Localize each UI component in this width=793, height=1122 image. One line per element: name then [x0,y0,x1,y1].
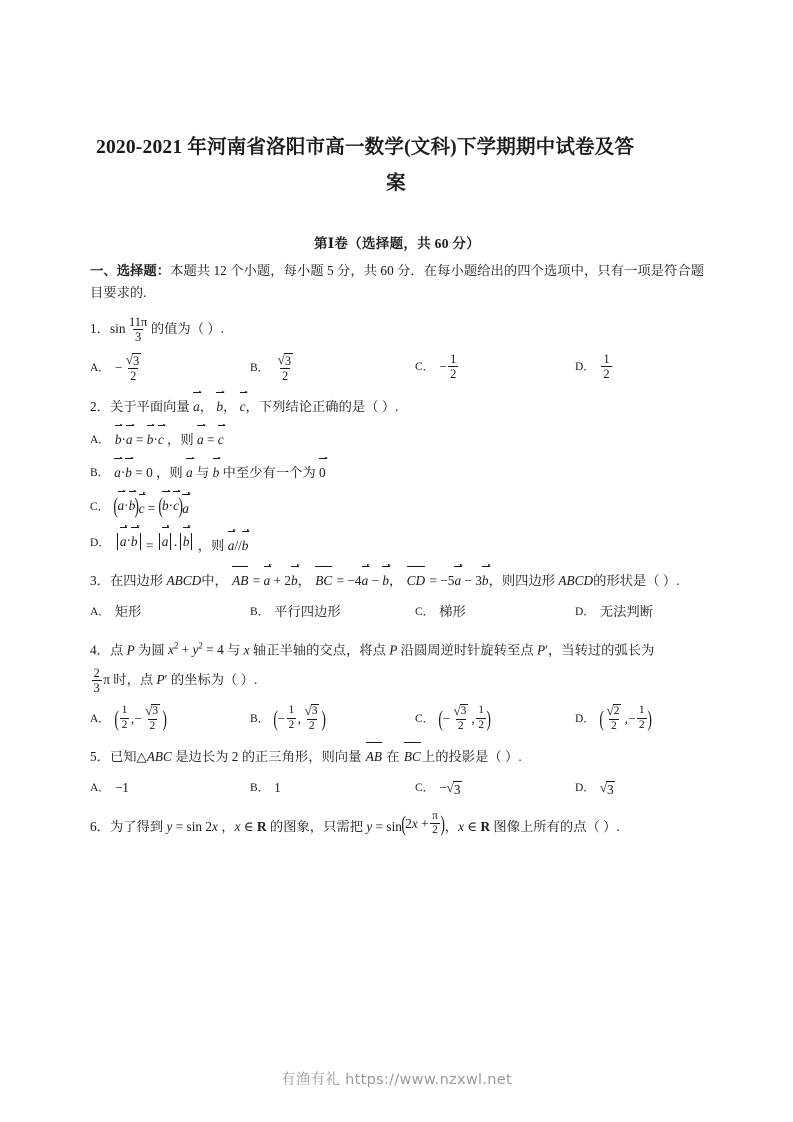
fraction-numerator: π [432,809,438,822]
option-5-d-expr: √ 3 [599,780,614,798]
option-1-d[interactable] [575,353,613,381]
fraction-numerator: 11π [128,314,148,329]
question-3-stem-p2: 中， [201,572,228,588]
fraction-denominator: 2 [149,720,156,733]
option-5-a-text: −1 [114,780,129,796]
question-2-stem-p4: ，下列结论正确的是（ ）. [245,399,399,414]
question-5-abc: ABC [146,749,172,765]
question-6-stem-p1: 为了得到 y = sin 2x ，x ∈ R 的图象，只需把 y = sin [109,819,402,835]
question-5-stem-p4: 上的投影是（ ）. [421,749,522,765]
option-label-d: D． [575,712,595,725]
question-5-options [90,777,704,799]
fraction-denominator: 2 [121,718,128,731]
page-title-line1: 2020-2021 年河南省洛阳市高一数学(文科)下学期期中试卷及答 [96,137,635,158]
option-2-d[interactable] [90,530,704,557]
fraction-numerator: √ 3 [453,702,467,718]
question-5-stem-p3: 在 [386,749,400,765]
option-2-b[interactable] [90,461,704,484]
option-1-d-fraction [601,353,611,381]
fraction-denominator: 2 [450,367,457,381]
fraction-numerator: 1 [288,704,295,717]
question-4-equation: $x^2 + y^2 = 4$ [167,640,224,658]
option-2-a[interactable] [90,428,704,451]
fraction-denominator: 2 [478,718,484,731]
question-5-stem: 5．已知△ABC 是边长为 2 的正三角形，则向量 AB 在 BC上的投影是（ ）. [90,745,704,768]
instructions-prefix: 一、选择题： [90,263,171,278]
option-2-c-expr: ( a · b ) c = ( b · c ) a [113,492,189,518]
option-label-d: D． [575,605,595,618]
option-label-b: B． [250,782,270,795]
option-5-b-text: 1 [274,780,281,796]
question-6-stem-p2: ，x ∈ R 图像上所有的点（ ）. [444,819,620,835]
question-1-number: 1． [90,321,110,337]
option-5-c-expr: − √ 3 [439,780,461,798]
question-4-fraction [92,667,102,695]
question-4-options [90,704,704,733]
page-title [96,130,696,202]
option-2-b-expr: a·b = 0 ，则 a 与 b 中至少有一个为 0 [114,461,325,484]
option-3-b-text: 平行四边形 [274,603,341,619]
option-1-a[interactable] [90,353,250,383]
option-2-c[interactable] [90,494,704,520]
fraction-denominator: 3 [135,330,142,344]
fraction-numerator: √ 3 [277,351,292,368]
question-2-sep1: ， [199,399,214,414]
option-label-b: B． [90,466,110,479]
fraction-denominator: 2 [603,367,610,381]
option-3-c-text: 梯形 [439,603,466,619]
fraction-numerator: √ 2 [606,702,620,718]
option-label-c: C． [415,605,435,618]
option-1-c-sign: − [439,359,447,374]
fraction-numerator: 1 [450,351,457,366]
question-3 [90,569,704,623]
option-label-b: B． [250,712,270,725]
fraction-denominator: 2 [281,369,289,383]
question-3-number: 3． [90,572,110,588]
question-4-stem-p2: 与 x 轴正半轴的交点，将点 P 沿圆周逆时针旋转至点 P′，当转过的弧长为 [227,642,655,658]
option-1-b[interactable] [250,353,415,383]
page-title-line2: 案 [386,173,406,194]
question-3-quad-2: ABCD [558,572,594,588]
option-label-c: C． [415,782,435,795]
question-5 [90,745,704,799]
option-4-a-y-sign: − [134,710,142,726]
option-label-c: C． [415,361,435,373]
question-5-stem-p1: 已知△ [109,749,147,765]
fraction-numerator: 1 [603,351,610,366]
fraction-denominator: 2 [457,720,464,733]
fraction-numerator: 1 [638,704,645,717]
option-label-a: A． [90,782,110,795]
watermark: 有渔有礼 https://www.nzxwl.net [281,1072,512,1088]
instructions-body: 本题共 12 个小题，每小题 5 分，共 60 分．在每小题给出的四个选项中，只有一项是符合题目要求的. [90,263,705,300]
section-heading: 第Ⅰ卷（选择题，共 60 分） [313,236,481,251]
question-6-stem: 6．为了得到 y = sin 2x ，x ∈ R 的图象，只需把 y = sin ( 2x + $\frac{\pi}{2}$ ) ，x ∈ R 图像上所有的点（ ）. [90,809,620,837]
section-instructions [90,260,704,304]
question-4-stem [90,635,704,661]
question-5-number: 5． [90,749,110,765]
question-2-stem: 2．关于平面向量 a， b， c，下列结论正确的是（ ）. [90,395,704,418]
question-1-sin: sin [109,321,126,337]
option-1-c[interactable] [415,353,575,381]
question-1-stem-tail: 的值为（ ）. [150,321,224,337]
question-6-fraction [430,811,440,837]
option-1-a-fraction [124,353,143,383]
option-label-c: C． [90,500,110,513]
option-3-a-text: 矩形 [114,603,142,619]
question-3-stem-p3: ，则四边形 [488,572,556,588]
fraction-denominator: 2 [610,720,617,733]
fraction-denominator: 2 [432,824,438,837]
fraction-numerator: 1 [478,704,484,717]
question-3-options [90,601,704,623]
option-label-a: A． [90,362,110,374]
option-2-a-expr: b·a = b·c ，则 a = c [115,428,224,451]
fraction-denominator: 2 [638,718,645,731]
option-4-c[interactable]: C． ( − √ 3 2 , $\frac{1}{2}$ ) [415,702,492,733]
option-4-b[interactable]: B． ( − $\frac{1}{2}$ , √ 3 2 ) [250,702,327,733]
option-label-a: A． [90,605,110,618]
option-5-a[interactable] [90,777,250,799]
option-1-b-fraction [276,353,295,383]
question-3-eq3: = −5a − 3b [429,573,488,588]
question-6-number: 6． [90,819,110,835]
question-1 [90,316,704,383]
option-3-a[interactable] [90,601,250,623]
option-label-b: B． [250,605,270,618]
fraction-numerator: √ 3 [145,702,159,718]
option-label-d: D． [575,782,595,795]
question-2-stem-p1: 关于平面向量 [109,399,190,414]
question-5-stem-p2: 是边长为 2 的正三角形，则向量 [175,749,362,765]
option-label-b: B． [250,362,270,374]
question-1-options [90,353,704,383]
fraction-numerator: 1 [121,704,128,717]
question-1-fraction [127,316,149,344]
option-label-d: D． [90,537,110,550]
question-3-stem-p4: 的形状是（ ）. [593,572,680,588]
question-3-stem: 3．在四边形 ABCD中， AB = a + 2b， BC = −4a − b， CD = −5a − 3b，则四边形 ABCD的形状是（ ）. [90,569,704,592]
option-3-b[interactable] [250,601,415,623]
fraction-denominator: 3 [93,681,100,696]
fraction-numerator: √ 3 [125,351,140,368]
option-4-c-x-sign: − [442,710,450,726]
option-1-c-fraction [448,353,458,381]
question-6-inner: 2x + [405,816,429,832]
question-3-stem-p1: 在四边形 [109,572,164,588]
question-1-stem [90,316,704,344]
question-4-stem-p3: π 时，点 P′ 的坐标为（ ）. [103,672,258,688]
option-4-d-y-sign: − [627,710,636,726]
question-4 [90,635,704,733]
option-5-c[interactable] [415,777,575,799]
option-3-d[interactable] [575,601,653,623]
option-label-a: A． [90,433,110,446]
question-2-number: 2． [90,399,110,414]
fraction-denominator: 2 [130,369,137,383]
option-3-c[interactable] [415,601,575,623]
option-5-b[interactable] [250,777,415,799]
fraction-denominator: 2 [288,718,295,731]
fraction-denominator: 2 [308,720,315,733]
option-2-d-expr: a · b = a · b ，则 a//b [115,530,249,557]
question-6 [90,811,704,838]
question-4-stem-p1: 点 P 为圆 [109,642,165,658]
question-2 [90,395,704,557]
option-4-a[interactable]: A． ( $\frac{1}{2}$ , − √ 3 2 ) [90,702,168,733]
option-5-d[interactable] [575,777,615,799]
question-4-stem-line2 [90,667,704,695]
fraction-numerator: 2 [93,665,100,680]
question-4-number: 4． [90,642,110,658]
exam-body [90,232,704,838]
question-3-eq1: = a + 2b [253,573,298,588]
option-1-a-sign: − [114,360,123,375]
option-4-b-x-sign: − [277,710,285,726]
question-2-sep2: ， [223,399,237,414]
option-3-d-text: 无法判断 [599,603,653,619]
option-label-c: C． [415,712,435,725]
fraction-numerator: √ 3 [304,702,318,718]
option-label-a: A． [90,712,110,725]
question-3-quad-1: ABCD [166,572,202,588]
option-4-d[interactable]: D． ( √ 2 2 , − $\frac{1}{2}$ ) [575,702,653,733]
option-label-d: D． [575,361,595,373]
question-3-eq2: = −4a − b [337,573,389,588]
